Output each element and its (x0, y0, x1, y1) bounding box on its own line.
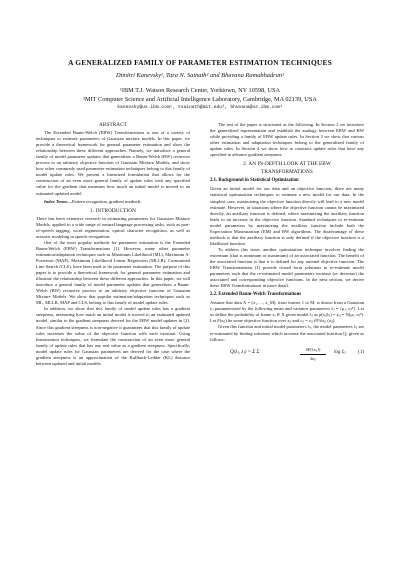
intro-paragraph-3: In addition, we show that this family of model update rules has a gradient steepness, measuring how much an initial model is moved to an estimated updated model, similar to the gradient steepness derived for the EBW model updates in [2]. Since this gradient steepness is non-negative it guarantees that this family of update rules increases the value of the objective function with each iteration. Using linearization techniques, we formulate the construction of an even more general family of update rules that has any real value as a gradient steepness. Specifically, model update rules for Gaussian parameters are derived for the case where the gradient steepness is an approximation of the Kullback-Leibler (KL) distance between updated and initial models. (36, 306, 190, 366)
equation-lhs: Q(λⱼ, λⱼ) = Σ Σ (230, 349, 260, 355)
index-terms-text: Pattern recognition, gradient methods. (72, 198, 142, 204)
author-emails: kanevsky@us.ibm.com¹, tsainath@mit.edu², bhuvana@us.ibm.com¹ (117, 105, 283, 110)
section2-heading-line1: 2. AN IN-DEPTH LOOK AT THE EBW (243, 161, 331, 168)
paper-authors: Dimitri Kanevsky¹, Tara N. Sainath² and Bhuvana Ramabhadran¹ (116, 72, 284, 79)
section21-heading: 2.1. Background in Statistical Optimization (210, 178, 299, 184)
intro-paragraph-1: There has been extensive research in estimating parameters for Gaussian Mixture Models, applied to a wide range of natural language processing tasks, such as part-of-speech tagging, word segmentation, optical character recognition, as well as acoustic modeling in speech recognition. (36, 215, 190, 239)
section22-heading: 2.2. Extended Baum-Welch Transformations (210, 292, 302, 298)
right-column (210, 122, 364, 363)
affiliation-2: ²MIT Computer Science and Artificial Intelligence Laboratory, Cambridge, MA 02139, USA (83, 96, 317, 103)
equation-rhs: log ẑᵢⱼ (334, 349, 346, 355)
structure-paragraph: The rest of the paper is structured as the following. In Section 2 we introduce the generalized representation and establish the analogy between EBW and BW while providing a family of EBW update rules. In Section 3 we show that various other estimation and adaptation techniques belong to the generalized family of update rules. In Section 4 we show how to construct update rules that have any specified in advance gradient steepness. (210, 122, 364, 158)
paper-title: A GENERALIZED FAMILY OF PARAMETER ESTIMATION TECHNIQUES (68, 58, 332, 67)
equation-number: (1) (358, 349, 364, 355)
section21-paragraph-2: To address this issue, another optimization technique involves finding the extremum (that is minimum or maximum) of an associated function. The benefit of the associated function is that it is defined for any rational objective function. The EBW Transformations [1] provide closed form solutions to re-estimate model parameters such that the re-estimated model parameters increase (or decrease) the associated and corresponding objective functions. In the next section, we derive these EBW Transformations in more detail. (210, 246, 364, 289)
section22-paragraph-2: Given this function and initial model parameters λⱼ, the model parameters λⱼ are re-estimated by finding solutions which increase the associated function Q, given as follows: (210, 324, 364, 342)
section2-heading-line2: TRANSFORMATIONS (261, 169, 313, 176)
index-terms-label: Index Terms— (44, 198, 73, 204)
section22-paragraph-1: Assume that data X = (x₁, ..., x_M), from frames 1 to M, is drawn from a Gaussian λⱼ parameterized by the following mean and variance parameters λⱼ = {μⱼ, σⱼ²}. Let us define the probability of frame xᵢ ∈ X given model λⱼ as p(xᵢ|λⱼ) = zᵢⱼ = N(μⱼ, σⱼ²). Let F(zᵢⱼ) be some objective function over zᵢⱼ and cᵢⱼ = zᵢⱼ ∂F/∂zᵢⱼ (zᵢⱼ). (210, 300, 364, 324)
abstract-text: The Extended Baum-Welch (EBW) Transformations is one of a variety of techniques to estimate parameters of Gaussian mixture models. In this paper, we provide a theoretical framework for general parameter estimation and show the relationship between these different approaches. Namely, we introduce a general family of model parameter updates that generalizes a Baum-Welch (BW) recursive process to an arbitrary objective function of Gaussian Mixture Models, and show how other commonly used parameter estimation techniques belong to this family of model update rules. We present a linearized formulation that allows for the construction of an even more general family of update rules with any specified value for the gradient that measures how much an initial model is moved to an estimated updated model. (36, 130, 190, 196)
section21-paragraph-1: Given an initial model for our data and an objective function, there are many statistical optimization techniques to estimate a new model for our data. In the simplest case, maximizing the objective function directly will lead to a new model estimate. However, in situations where the objective function cannot be maximized directly, an auxiliary function is defined, where maximizing the auxiliary function leads to an increase in the objective function. Standard techniques to re-estimate model parameters by maximizing the auxiliary function include both the Expectation Maximization (EM) and BW algorithms. The disadvantage of these methods is that the auxiliary function is only defined if the objective function is a likelihood function. (210, 186, 364, 246)
intro-paragraph-2: One of the most popular methods for parameter estimation is the Extended Baum-Welch (EBW) Transformations [1]. However, many other parameter estimation/adaptation techniques such as Maximum Likelihood (ML), Maximum A-Posteriori (MAP), Maximum Likelihood Linear Regression (MLLR), Constrained Line Search (CLS), have been used to do parameter estimation. The purpose of this paper is to provide a theoretical framework for general parameter estimation and illustrate the relationship between these different approaches. In this paper, we will introduce a general family of model parameter updates that generalizes a Baum-Welch (BW) recursive process to an arbitrary objective function of Gaussian Mixture Models. We show that popular estimation/adaptation techniques such as ML, MLLR, MAP and CLS, belong to this family of model update rules. (36, 239, 190, 306)
left-column (36, 122, 190, 367)
abstract-heading: ABSTRACT (99, 122, 127, 128)
affiliation-1: ¹IBM T.J. Watson Research Center, Yorktown, NY 10598, USA (119, 87, 281, 94)
equation-fraction: δF({zᵢⱼ}) δzᵢⱼ (300, 347, 326, 362)
intro-heading: 1. INTRODUCTION (90, 207, 136, 214)
equation-1 (210, 347, 364, 361)
